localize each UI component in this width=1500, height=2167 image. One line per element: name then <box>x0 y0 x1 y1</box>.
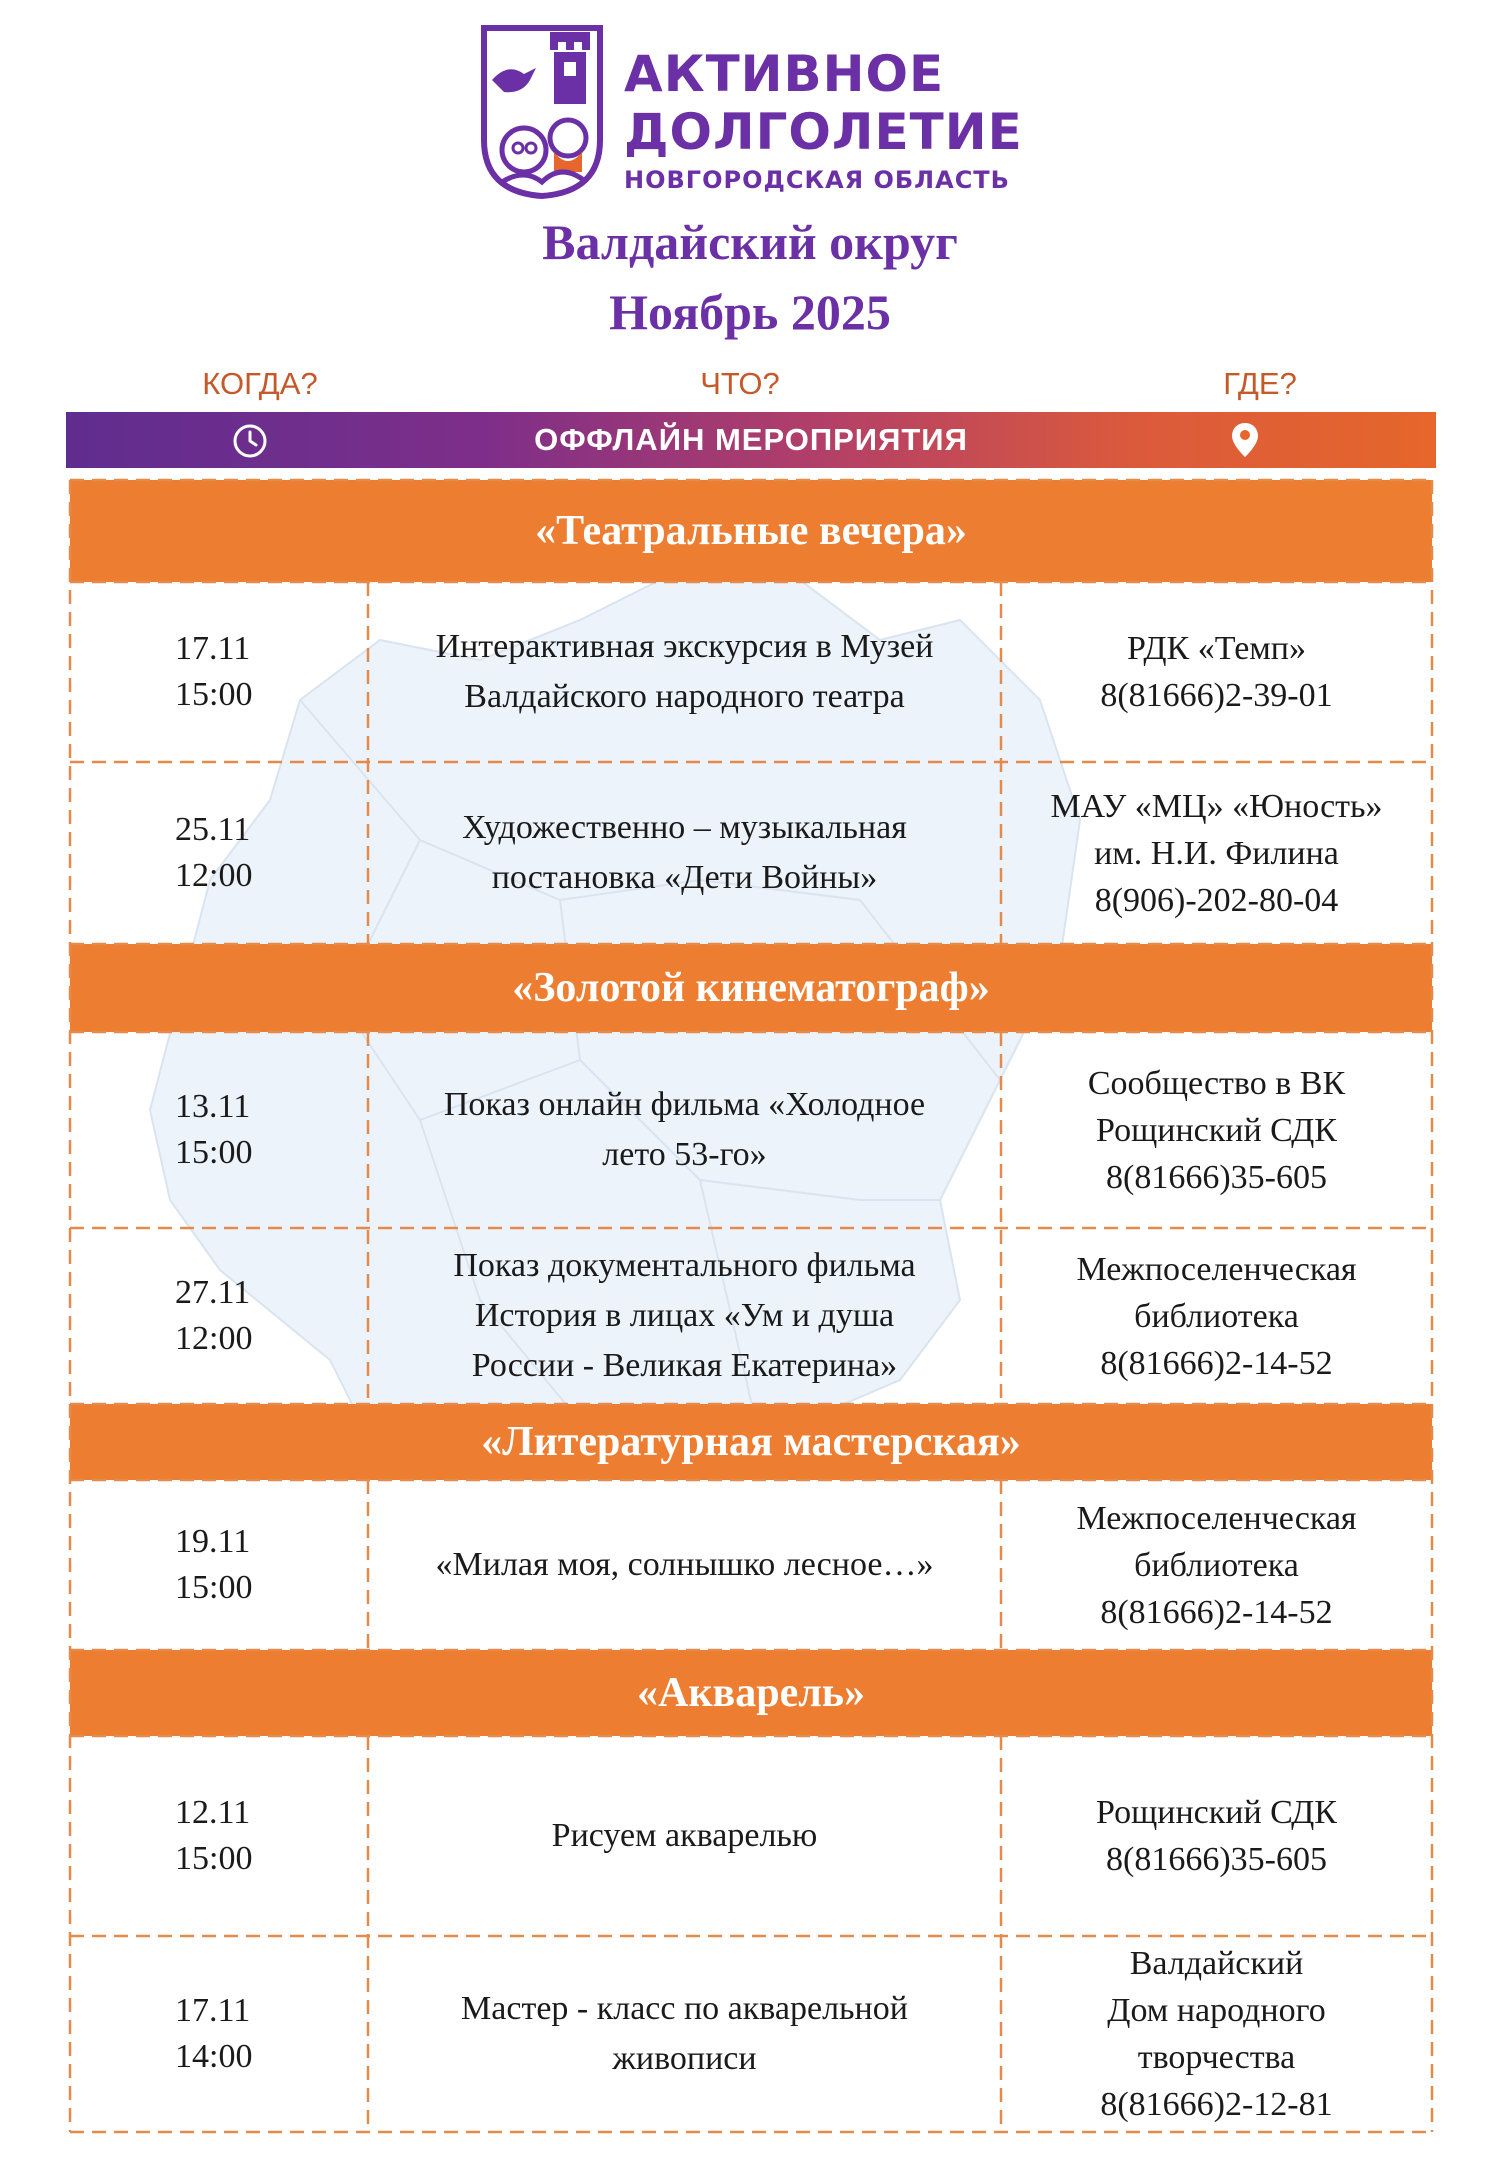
column-label-what: ЧТО? <box>700 366 780 401</box>
event-venue-line: Сообщество в ВК <box>1087 1064 1346 1102</box>
event-venue-line: МАУ «МЦ» «Юность» <box>1050 787 1383 825</box>
event-venue-line: Валдайский <box>1129 1945 1304 1982</box>
event-description-line: лето 53-го» <box>602 1136 767 1173</box>
event-when <box>70 1736 368 1936</box>
section-band <box>70 480 1432 582</box>
event-date: 17.11 <box>175 630 251 667</box>
event-venue-line: Межпоселенческая <box>1076 1250 1357 1288</box>
logo-emblem-icon <box>478 22 606 200</box>
event-date: 17.11 <box>175 1992 251 2029</box>
event-what <box>368 1736 1001 1936</box>
event-venue-line: Дом народного <box>1107 1992 1326 2029</box>
event-phone: 8(906)-202-80-04 <box>1094 881 1339 919</box>
event-description-line: Мастер - класс по акварельной <box>461 1990 908 2027</box>
event-time: 12:00 <box>175 1320 253 1357</box>
event-when <box>70 1936 368 2132</box>
column-label-where: ГДЕ? <box>1223 366 1297 401</box>
event-phone: 8(81666)35-605 <box>1106 1841 1327 1878</box>
event-date: 19.11 <box>175 1523 251 1560</box>
event-when <box>70 582 368 762</box>
event-where <box>1001 582 1432 762</box>
event-description-line: История в лицах «Ум и душа <box>474 1297 895 1334</box>
event-where <box>1001 1736 1432 1936</box>
section-title: «Акварель» <box>637 1670 865 1716</box>
event-when <box>70 1228 368 1404</box>
event-where <box>1001 762 1432 944</box>
offline-events-band <box>66 412 1436 468</box>
event-venue-line: творчества <box>1137 2039 1296 2076</box>
event-description-line: Интерактивная экскурсия в Музей <box>435 628 934 665</box>
event-description-line: Показ онлайн фильма «Холодное <box>443 1086 926 1123</box>
event-what <box>368 1228 1001 1404</box>
logo-subtitle: НОВГОРОДСКАЯ ОБЛАСТЬ <box>624 166 1010 194</box>
event-where <box>1001 1936 1432 2132</box>
event-what <box>368 1480 1001 1650</box>
logo <box>478 22 1038 202</box>
offline-events-title: ОФФЛАЙН МЕРОПРИЯТИЯ <box>534 422 968 457</box>
event-when <box>70 1480 368 1650</box>
event-date: 25.11 <box>175 811 251 848</box>
clock-icon <box>232 423 268 459</box>
event-venue-line: Рощинский СДК <box>1096 1794 1337 1831</box>
logo-title-line2: ДОЛГОЛЕТИЕ <box>624 103 1023 161</box>
section-title: «Театральные вечера» <box>535 508 967 554</box>
event-phone: 8(81666)2-39-01 <box>1100 677 1333 714</box>
event-venue-line: Рощинский СДК <box>1096 1111 1337 1149</box>
event-time: 15:00 <box>175 676 253 713</box>
location-pin-icon <box>1230 421 1260 459</box>
district-title: Валдайский округ <box>542 214 958 270</box>
event-description-line: постановка «Дети Войны» <box>491 859 878 896</box>
event-description-line: «Милая моя, солнышко лесное…» <box>435 1546 934 1583</box>
event-description-line: Показ документального фильма <box>453 1247 916 1284</box>
event-when <box>70 1032 368 1228</box>
event-where <box>1001 1032 1432 1228</box>
event-date: 12.11 <box>175 1794 251 1831</box>
event-when <box>70 762 368 944</box>
event-description-line: живописи <box>612 2040 757 2077</box>
event-venue-line: Межпоселенческая <box>1076 1499 1357 1537</box>
event-time: 15:00 <box>175 1569 253 1606</box>
event-description-line: Художественно – музыкальная <box>462 809 907 846</box>
section-title: «Золотой кинематограф» <box>512 965 990 1011</box>
event-phone: 8(81666)2-14-52 <box>1100 1344 1333 1382</box>
event-what <box>368 762 1001 944</box>
event-date: 27.11 <box>175 1274 251 1311</box>
event-what <box>368 1936 1001 2132</box>
event-phone: 8(81666)2-12-81 <box>1100 2086 1333 2123</box>
section-band <box>70 944 1432 1032</box>
section-title: «Литературная мастерская» <box>481 1419 1021 1465</box>
event-phone: 8(81666)35-605 <box>1106 1158 1327 1196</box>
event-description-line: России - Великая Екатерина» <box>471 1347 898 1384</box>
event-time: 15:00 <box>175 1840 253 1877</box>
event-where <box>1001 1480 1432 1650</box>
event-phone: 8(81666)2-14-52 <box>1100 1593 1333 1631</box>
logo-title-line1: АКТИВНОЕ <box>624 45 945 103</box>
event-description-line: Валдайского народного театра <box>464 678 905 715</box>
event-what <box>368 1032 1001 1228</box>
section-band <box>70 1650 1432 1736</box>
event-what <box>368 582 1001 762</box>
event-time: 14:00 <box>175 2038 253 2075</box>
event-venue-line: РДК «Темп» <box>1127 630 1306 667</box>
event-venue-line: библиотека <box>1134 1297 1299 1335</box>
event-date: 13.11 <box>175 1088 251 1125</box>
section-band <box>70 1404 1432 1480</box>
column-label-when: КОГДА? <box>202 366 318 401</box>
event-time: 15:00 <box>175 1134 253 1171</box>
event-venue-line: библиотека <box>1134 1546 1299 1584</box>
month-title: Ноябрь 2025 <box>609 284 891 340</box>
event-venue-line: им. Н.И. Филина <box>1094 834 1339 872</box>
event-time: 12:00 <box>175 857 253 894</box>
event-where <box>1001 1228 1432 1404</box>
event-description-line: Рисуем акварелью <box>551 1817 818 1854</box>
